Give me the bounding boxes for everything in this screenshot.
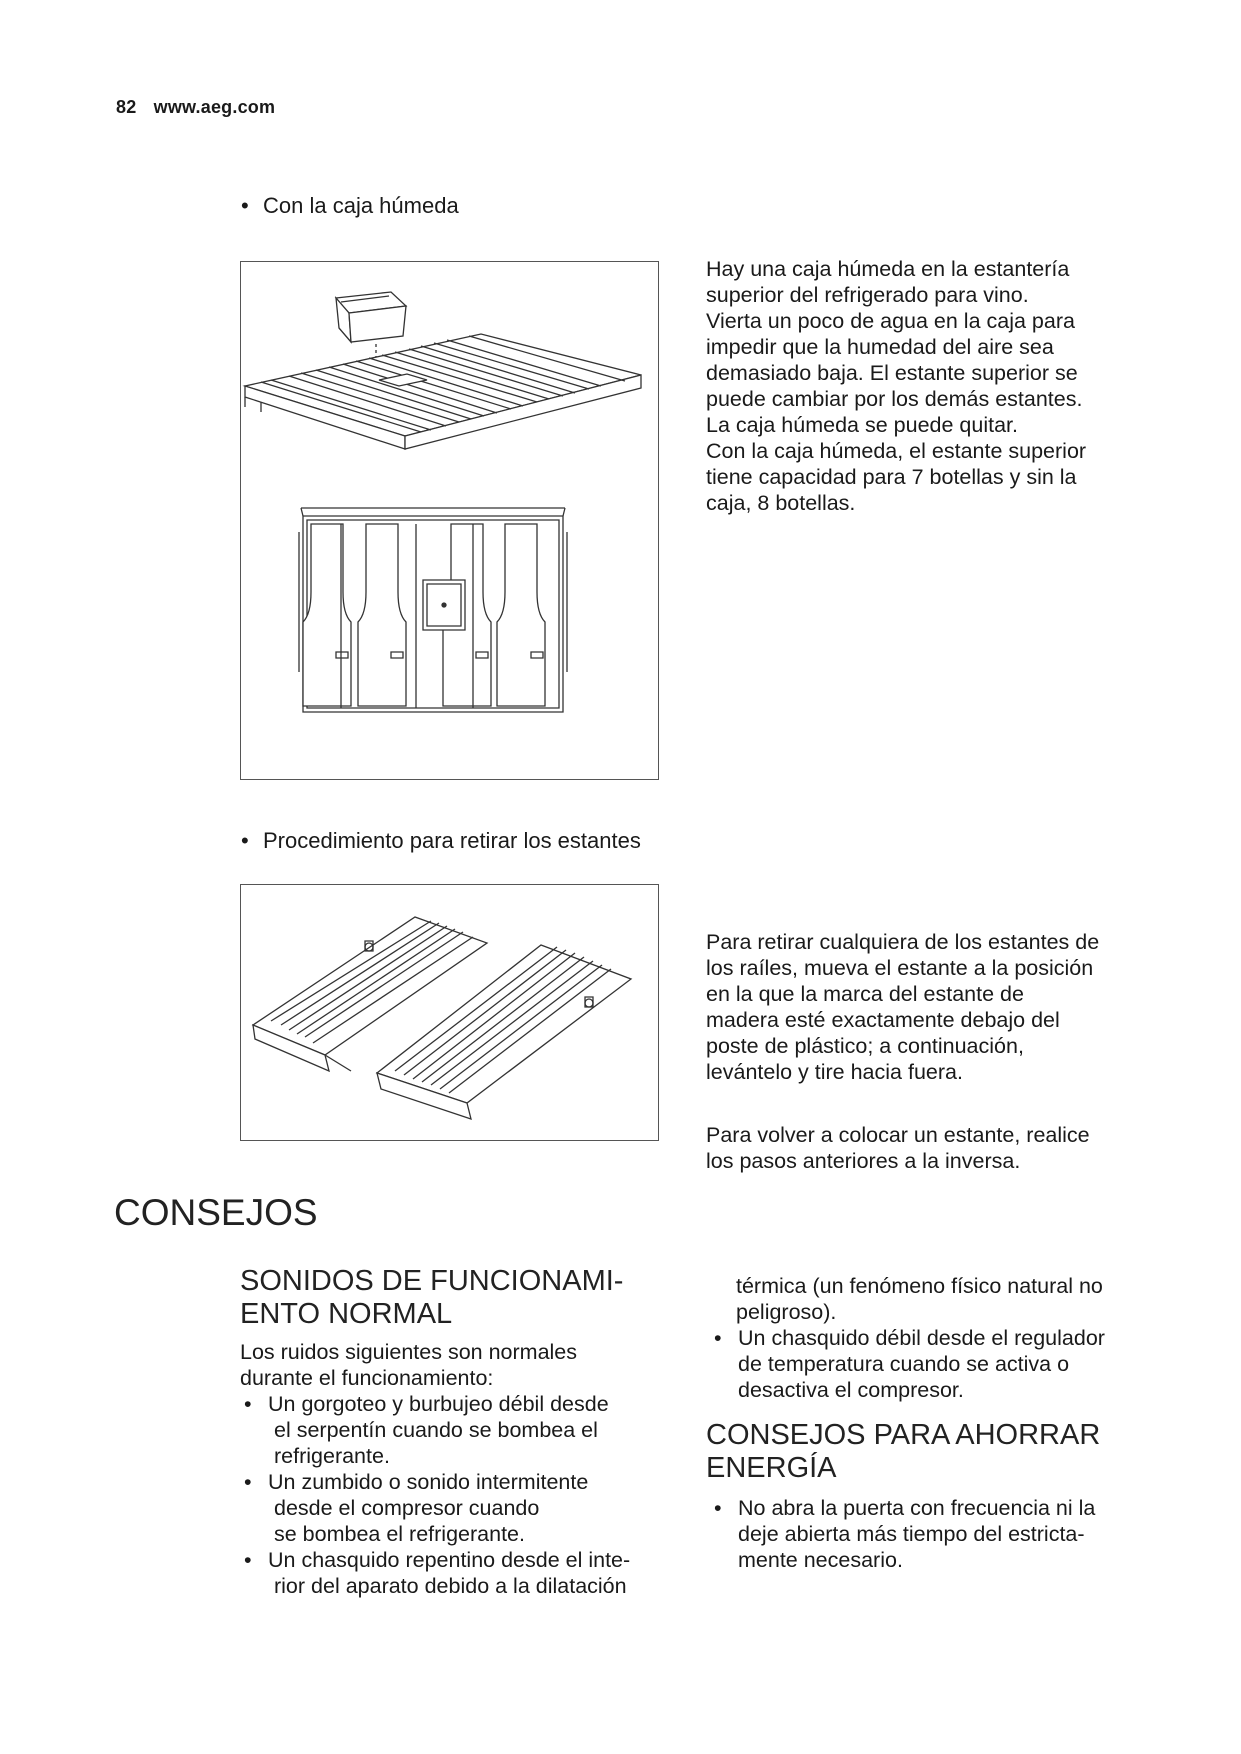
text-line: los raíles, mueva el estante a la posición bbox=[706, 956, 1094, 980]
text-line: Hay una caja húmeda en la estantería bbox=[706, 257, 1070, 281]
list-item bbox=[240, 1469, 680, 1547]
normal-sounds-title bbox=[240, 1265, 680, 1331]
text-line: Un chasquido repentino desde el inte- bbox=[268, 1548, 631, 1572]
section-title-consejos: CONSEJOS bbox=[114, 1192, 318, 1233]
text-line: mente necesario. bbox=[738, 1548, 903, 1572]
text-line: Un chasquido débil desde el regulador bbox=[738, 1326, 1105, 1350]
list-item bbox=[710, 1325, 1180, 1403]
text-line: desde el compresor cuando bbox=[274, 1496, 540, 1520]
text-line: Para volver a colocar un estante, realice bbox=[706, 1123, 1090, 1147]
title-line: CONSEJOS PARA AHORRAR bbox=[706, 1419, 1101, 1451]
wet-box-description bbox=[706, 256, 1206, 516]
rail-shelves-illustration bbox=[241, 885, 657, 1139]
text-line: puede cambiar por los demás estantes. bbox=[706, 387, 1083, 411]
text-line: durante el funcionamiento: bbox=[240, 1366, 494, 1390]
text-line: Vierta un poco de agua en la caja para bbox=[706, 309, 1075, 333]
text-line: Los ruidos siguientes son normales bbox=[240, 1340, 578, 1364]
text-line: Un gorgoteo y burbujeo débil desde bbox=[268, 1392, 609, 1416]
remove-shelf-description bbox=[706, 929, 1226, 1085]
replace-shelf-description bbox=[706, 1122, 1226, 1174]
list-item bbox=[240, 1547, 680, 1599]
text-line: térmica (un fenómeno físico natural no bbox=[736, 1274, 1103, 1298]
text-line: caja, 8 botellas. bbox=[706, 491, 856, 515]
text-line: poste de plástico; a continuación, bbox=[706, 1034, 1024, 1058]
right-column bbox=[706, 1273, 1180, 1573]
title-line: ENTO NORMAL bbox=[240, 1298, 453, 1330]
text-line: los pasos anteriores a la inversa. bbox=[706, 1149, 1021, 1173]
figure-wet-box-shelf bbox=[240, 261, 659, 780]
list-item bbox=[710, 1495, 1180, 1573]
shelf-with-box-illustration bbox=[241, 262, 657, 778]
bottles-shelf-drawing bbox=[299, 508, 567, 712]
title-line: ENERGÍA bbox=[706, 1452, 837, 1484]
normal-sounds-intro bbox=[240, 1339, 680, 1391]
page-number: 82 bbox=[116, 97, 137, 117]
text-line: No abra la puerta con frecuencia ni la bbox=[738, 1496, 1096, 1520]
text-line: La caja húmeda se puede quitar. bbox=[706, 413, 1018, 437]
normal-sounds-list bbox=[240, 1391, 680, 1599]
bullet-wet-box-text: Con la caja húmeda bbox=[263, 193, 459, 218]
text-line: se bombea el refrigerante. bbox=[274, 1522, 525, 1546]
text-line: deje abierta más tiempo del estricta- bbox=[738, 1522, 1085, 1546]
text-line: demasiado baja. El estante superior se bbox=[706, 361, 1078, 385]
text-line: superior del refrigerado para vino. bbox=[706, 283, 1029, 307]
text-line: el serpentín cuando se bombea el bbox=[274, 1418, 598, 1442]
text-line: rior del aparato debido a la dilatación bbox=[274, 1574, 627, 1598]
text-line: tiene capacidad para 7 botellas y sin la bbox=[706, 465, 1077, 489]
text-line: madera esté exactamente debajo del bbox=[706, 1008, 1060, 1032]
bullet-remove-shelves: • Procedimiento para retirar los estantes bbox=[241, 828, 641, 853]
text-line: Con la caja húmeda, el estante superior bbox=[706, 439, 1087, 463]
text-line: impedir que la humedad del aire sea bbox=[706, 335, 1054, 359]
text-line: Un zumbido o sonido intermitente bbox=[268, 1470, 589, 1494]
text-line: en la que la marca del estante de bbox=[706, 982, 1024, 1006]
bullet-wet-box: • Con la caja húmeda bbox=[241, 193, 459, 218]
text-line: desactiva el compresor. bbox=[738, 1378, 964, 1402]
text-line: Para retirar cualquiera de los estantes de bbox=[706, 930, 1100, 954]
figure-remove-shelf bbox=[240, 884, 659, 1141]
website-url: www.aeg.com bbox=[153, 97, 276, 117]
page-header bbox=[116, 97, 287, 118]
title-line: SONIDOS DE FUNCIONAMI- bbox=[240, 1265, 624, 1297]
normal-sounds-section bbox=[240, 1265, 680, 1599]
list-continuation bbox=[710, 1273, 1180, 1325]
text-line: refrigerante. bbox=[274, 1444, 390, 1468]
text-line: levántelo y tire hacia fuera. bbox=[706, 1060, 963, 1084]
bullet-remove-shelves-text: Procedimiento para retirar los estantes bbox=[263, 828, 641, 853]
shelf-top-drawing bbox=[245, 334, 641, 449]
energy-saving-title bbox=[706, 1419, 1180, 1485]
text-line: peligroso). bbox=[736, 1300, 837, 1324]
list-item bbox=[240, 1391, 680, 1469]
normal-sounds-list-cont bbox=[710, 1325, 1180, 1403]
energy-saving-list bbox=[710, 1495, 1180, 1573]
text-line: de temperatura cuando se activa o bbox=[738, 1352, 1070, 1376]
